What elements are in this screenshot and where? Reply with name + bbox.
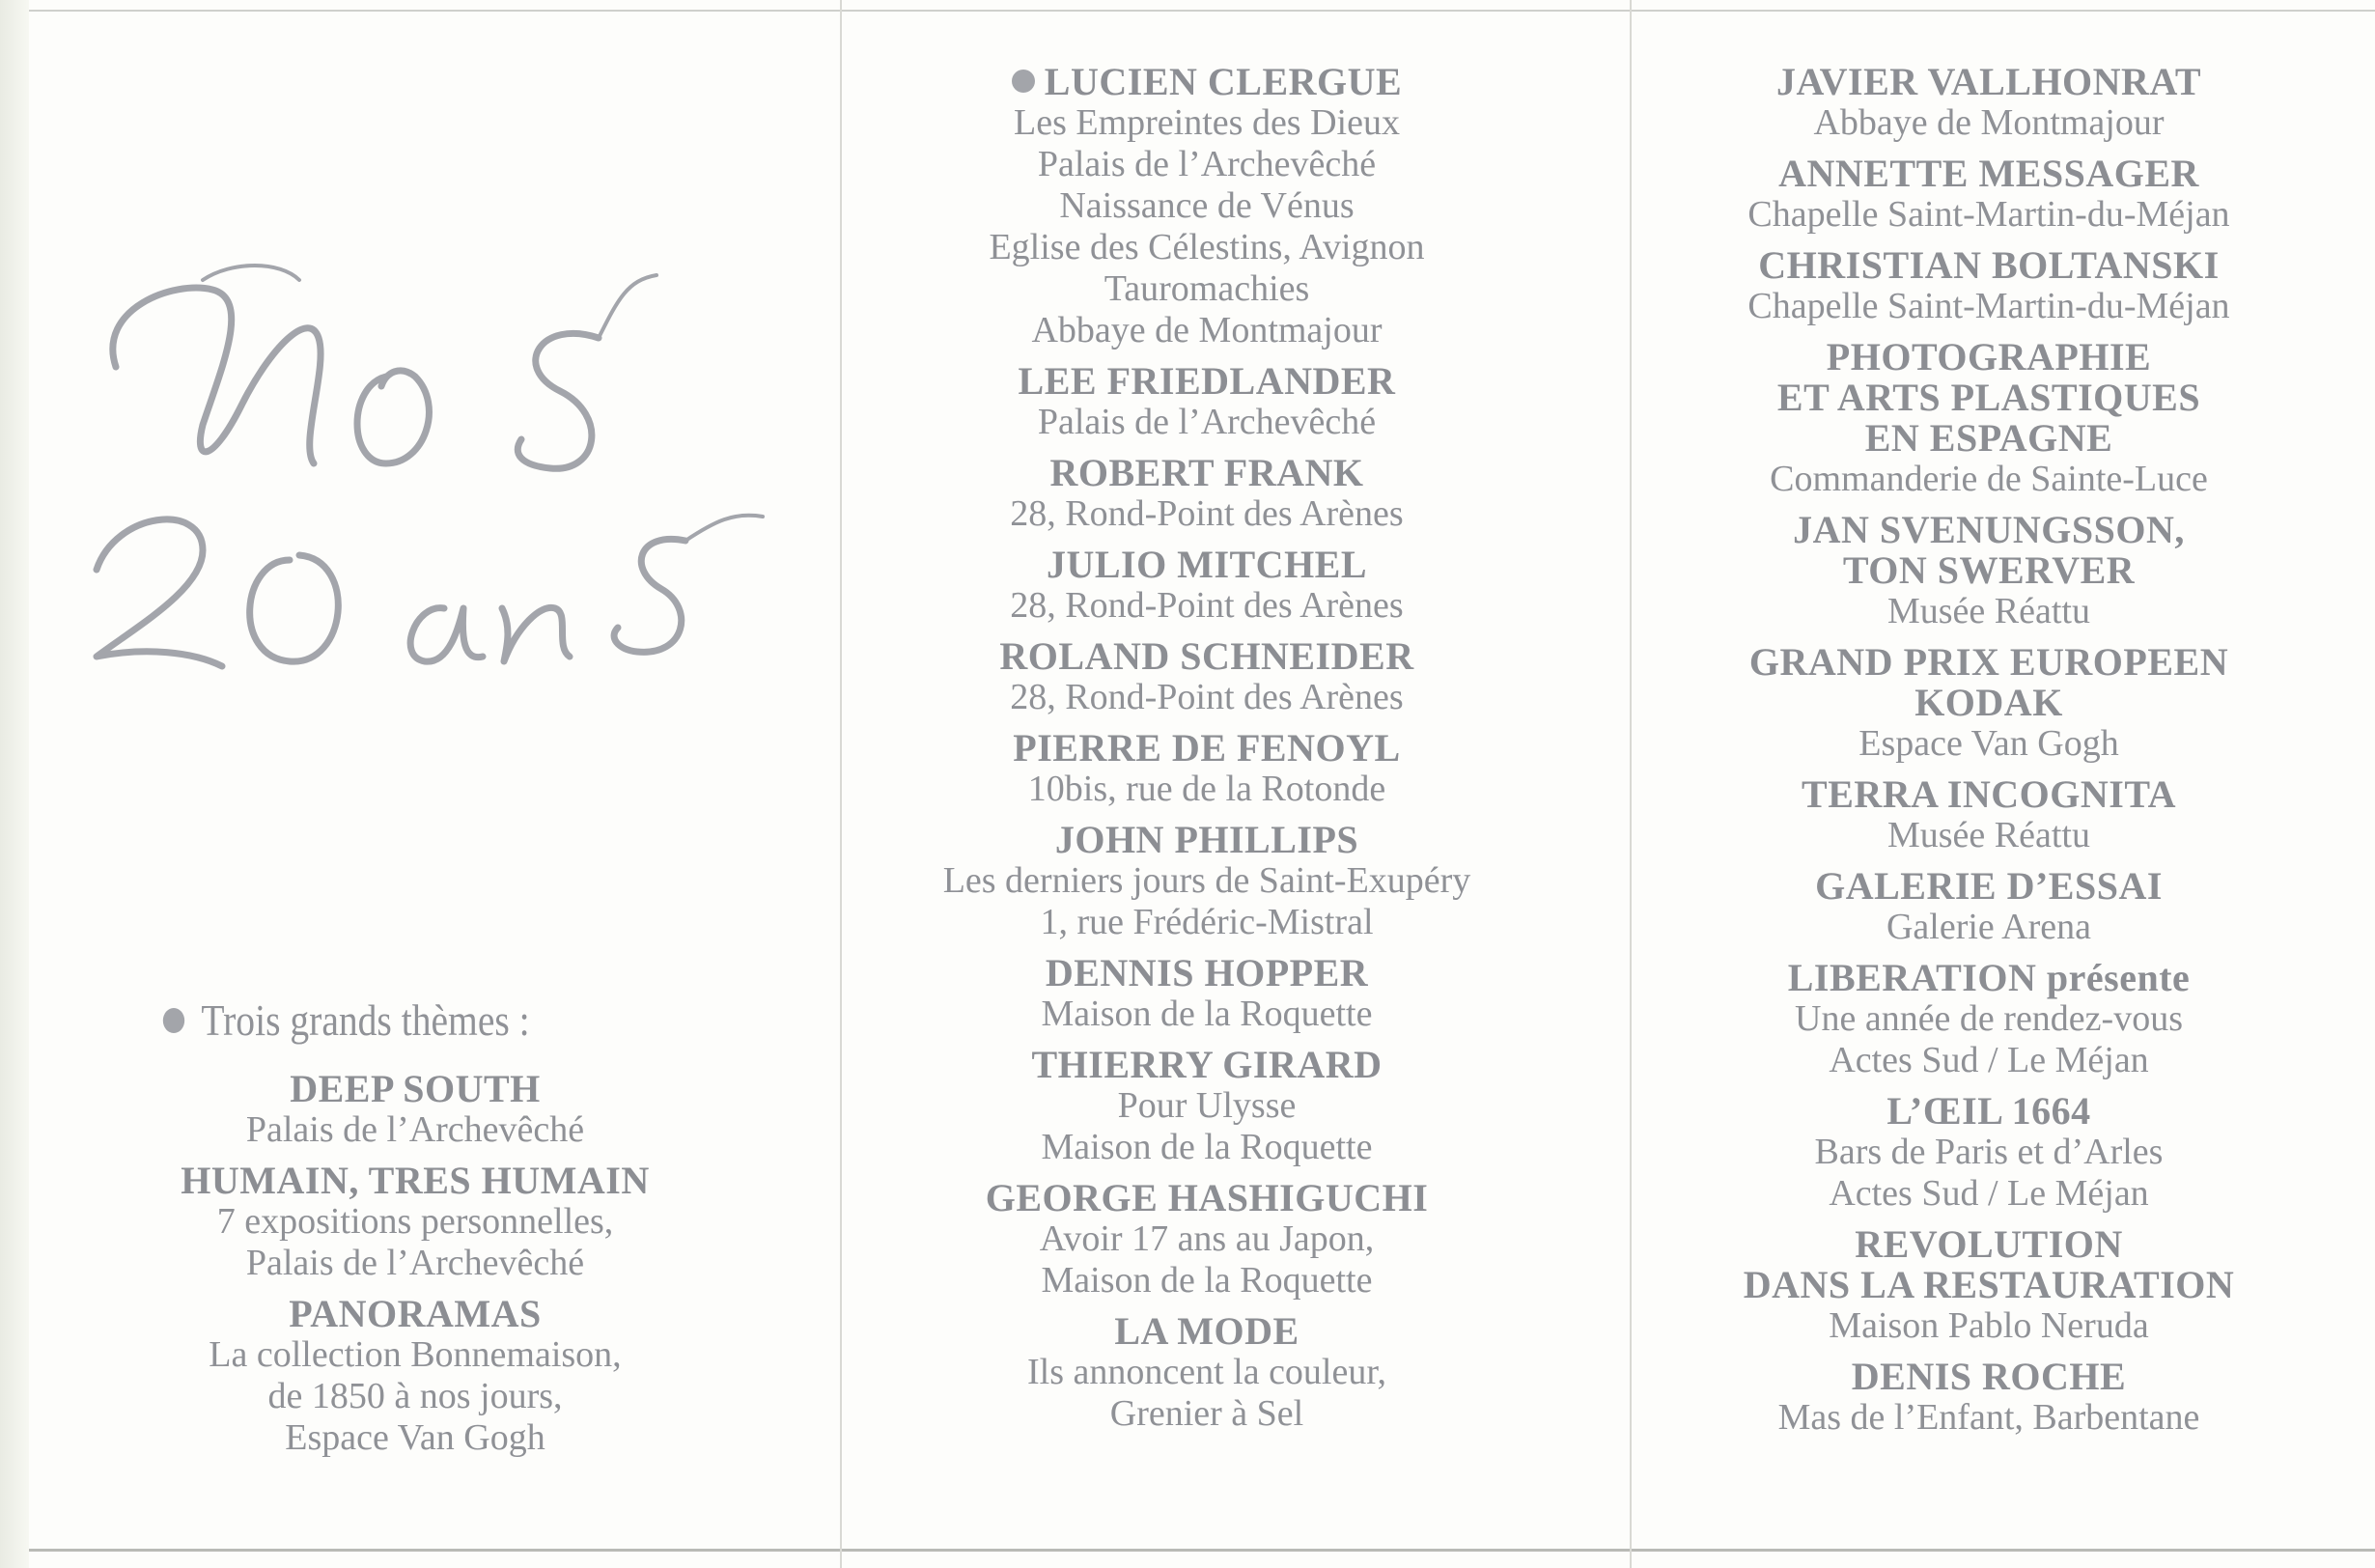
exhibition-title: JAN SVENUNGSSON,: [1793, 508, 2185, 551]
exhibition-detail: Musée Réattu: [1886, 815, 2090, 855]
exhibition-detail: Avoir 17 ans au Japon,: [1039, 1218, 1375, 1259]
exhibition-entry: [869, 62, 1545, 351]
themes-intro: [97, 994, 645, 1046]
exhibition-detail: Les Empreintes des Dieux: [1014, 102, 1400, 143]
exhibition-detail: Maison de la Roquette: [1041, 1127, 1373, 1167]
exhibition-title: LIBERATION présente: [1787, 956, 2191, 999]
exhibition-entry: [1670, 774, 2307, 856]
exhibition-detail: Chapelle Saint-Martin-du-Méjan: [1747, 194, 2230, 235]
exhibition-entry: [869, 820, 1545, 943]
exhibition-title: GEORGE HASHIGUCHI: [985, 1176, 1429, 1219]
exhibition-detail: Maison de la Roquette: [1041, 994, 1373, 1034]
bullet-icon: [163, 1008, 184, 1033]
exhibition-detail: Galerie Arena: [1886, 907, 2092, 947]
exhibition-detail: 28, Rond-Point des Arènes: [1010, 677, 1404, 717]
exhibition-detail: Eglise des Célestins, Avignon: [989, 227, 1425, 267]
exhibition-detail: Actes Sud / Le Méjan: [1829, 1040, 2149, 1080]
exhibition-title: LA MODE: [1114, 1309, 1299, 1353]
exhibition-title: TERRA INCOGNITA: [1802, 772, 2176, 816]
exhibition-title: DENNIS HOPPER: [1045, 951, 1369, 994]
exhibition-title: ROBERT FRANK: [1049, 451, 1364, 494]
exhibition-entry: [97, 1294, 734, 1459]
exhibition-detail: Naissance de Vénus: [1059, 185, 1355, 226]
script-title: [58, 222, 792, 724]
exhibition-title: HUMAIN, TRES HUMAIN: [181, 1159, 650, 1202]
exhibition-entry: [1670, 1091, 2307, 1215]
exhibition-entry: [869, 728, 1545, 810]
exhibition-title: GRAND PRIX EUROPEEN: [1748, 640, 2229, 684]
exhibition-title-text: LUCIEN CLERGUE: [1044, 60, 1403, 103]
themes-list: [97, 1069, 734, 1459]
exhibition-detail: Ils annoncent la couleur,: [1026, 1352, 1386, 1392]
exhibition-detail: Palais de l’Archevêché: [1037, 144, 1377, 184]
exhibition-detail: Actes Sud / Le Méjan: [1829, 1173, 2149, 1214]
exhibition-entry: [869, 1045, 1545, 1168]
exhibition-detail: 28, Rond-Point des Arènes: [1010, 493, 1404, 534]
exhibition-detail: Espace Van Gogh: [285, 1417, 545, 1458]
exhibition-title: PANORAMAS: [289, 1292, 542, 1335]
exhibition-detail: Grenier à Sel: [1109, 1393, 1304, 1434]
exhibition-entry: [97, 1069, 734, 1151]
bullet-icon: [1012, 70, 1035, 93]
exhibition-detail: 28, Rond-Point des Arènes: [1010, 585, 1404, 626]
exhibition-entry: [1670, 1357, 2307, 1439]
exhibition-entry: [869, 953, 1545, 1035]
exhibition-title: PHOTOGRAPHIE: [1826, 335, 2152, 378]
exhibition-detail: 10bis, rue de la Rotonde: [1027, 769, 1386, 809]
exhibition-entry: [1670, 642, 2307, 765]
exhibition-entry: [1670, 245, 2307, 327]
exhibition-entry: [869, 361, 1545, 443]
exhibition-entry: [97, 1161, 734, 1284]
exhibition-entry: [1670, 1224, 2307, 1347]
exhibition-entry: [869, 1178, 1545, 1302]
exhibition-title: [869, 62, 1545, 102]
exhibition-entry: [1670, 154, 2307, 236]
exhibition-entry: [869, 636, 1545, 718]
exhibition-title: DEEP SOUTH: [290, 1067, 541, 1110]
exhibition-title: ANNETTE MESSAGER: [1778, 152, 2199, 195]
exhibition-entry: [1670, 62, 2307, 144]
exhibition-detail: Bars de Paris et d’Arles: [1814, 1132, 2164, 1172]
exhibitions-column-right: [1670, 62, 2307, 1448]
exhibition-detail: Palais de l’Archevêché: [245, 1243, 585, 1283]
exhibition-title: ROLAND SCHNEIDER: [999, 634, 1414, 678]
exhibition-title: LEE FRIEDLANDER: [1018, 359, 1396, 403]
exhibition-title: KODAK: [1914, 681, 2063, 724]
exhibition-entry: [1670, 510, 2307, 632]
exhibition-title: JULIO MITCHEL: [1046, 543, 1368, 586]
script-title-drawing: [58, 222, 792, 724]
exhibition-detail: Chapelle Saint-Martin-du-Méjan: [1747, 286, 2230, 326]
exhibition-title: DANS LA RESTAURATION: [1743, 1263, 2235, 1306]
exhibition-detail: Palais de l’Archevêché: [245, 1109, 585, 1150]
exhibition-entry: [1670, 866, 2307, 948]
exhibition-detail: La collection Bonnemaison,: [209, 1334, 622, 1375]
exhibition-title: REVOLUTION: [1855, 1222, 2123, 1266]
exhibition-detail: de 1850 à nos jours,: [267, 1376, 563, 1416]
exhibition-detail: 1, rue Frédéric-Mistral: [1040, 902, 1374, 942]
exhibition-detail: 7 expositions personnelles,: [216, 1201, 614, 1242]
exhibition-detail: Une année de rendez-vous: [1795, 998, 2183, 1039]
fold-line: [1630, 0, 1632, 1568]
exhibition-title: ET ARTS PLASTIQUES: [1776, 376, 2201, 419]
exhibitions-column-middle: [869, 62, 1545, 1444]
exhibition-detail: Musée Réattu: [1886, 591, 2090, 631]
exhibition-detail: Abbaye de Montmajour: [1813, 102, 2165, 143]
fold-line: [840, 0, 842, 1568]
exhibition-entry: [1670, 958, 2307, 1081]
exhibition-detail: Abbaye de Montmajour: [1031, 310, 1383, 350]
exhibition-detail: Maison Pablo Neruda: [1829, 1305, 2149, 1346]
exhibition-entry: [869, 453, 1545, 535]
bottom-rule: [29, 1549, 2375, 1552]
exhibition-title: THIERRY GIRARD: [1031, 1043, 1383, 1086]
exhibition-detail: Pour Ulysse: [1117, 1085, 1297, 1126]
exhibition-title: DENIS ROCHE: [1851, 1355, 2127, 1398]
exhibition-entry: [869, 1311, 1545, 1435]
exhibition-title: L’ŒIL 1664: [1886, 1089, 2091, 1133]
exhibition-title: JOHN PHILLIPS: [1054, 818, 1359, 861]
page-edge: [0, 0, 29, 1568]
exhibition-entry: [869, 545, 1545, 627]
exhibition-title: EN ESPAGNE: [1864, 416, 2113, 460]
themes-intro-text: Trois grands thèmes :: [201, 995, 530, 1045]
exhibition-title: JAVIER VALLHONRAT: [1775, 60, 2202, 103]
exhibition-title: CHRISTIAN BOLTANSKI: [1758, 243, 2220, 287]
exhibition-detail: Commanderie de Sainte-Luce: [1770, 459, 2208, 499]
exhibition-entry: [1670, 337, 2307, 500]
themes-block: [97, 994, 734, 1469]
exhibition-detail: Les derniers jours de Saint-Exupéry: [942, 860, 1471, 901]
exhibition-detail: Espace Van Gogh: [1858, 723, 2119, 764]
exhibition-title: TON SWERVER: [1842, 548, 2136, 592]
exhibition-detail: Mas de l’Enfant, Barbentane: [1777, 1397, 2200, 1438]
exhibition-title: PIERRE DE FENOYL: [1013, 726, 1401, 770]
exhibition-detail: Tauromachies: [1104, 268, 1310, 309]
exhibition-detail: Maison de la Roquette: [1041, 1260, 1373, 1301]
exhibition-detail: Palais de l’Archevêché: [1037, 402, 1377, 442]
exhibition-title: GALERIE D’ESSAI: [1815, 864, 2163, 908]
top-rule: [29, 10, 2375, 12]
